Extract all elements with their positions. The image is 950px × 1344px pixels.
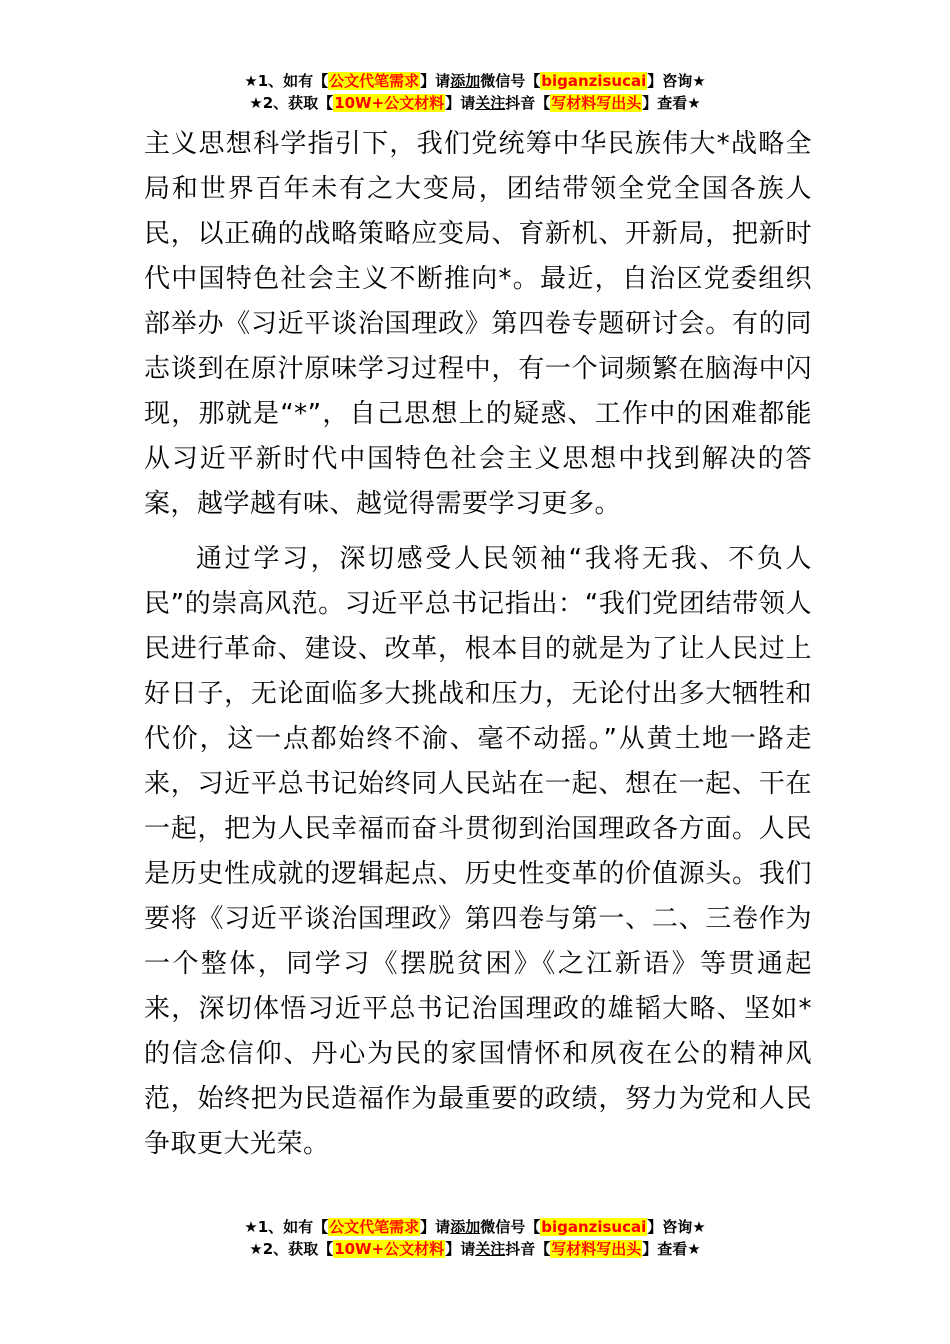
banner-line-1: ★1、如有【公文代笔需求】请添加微信号【biganzisucai】咨询★ [244, 72, 706, 90]
footer-banner [0, 1216, 950, 1260]
header-banner [0, 70, 950, 114]
document-body [144, 122, 812, 1167]
paragraph-2: 通过学习，深切感受人民领袖“我将无我、不负人民”的崇高风范。习近平总书记指出：“我们党团结带领人民进行革命、建设、改革，根本目的就是为了让人民过上好日子，无论面临多大挑战和压力，无论付出多大牺牲和代价，这一点都始终不渝、毫不动摇。”从黄土地一路走来，习近平总书记始终同人民站在一起、想在一起、干在一起，把为人民幸福而奋斗贯彻到治国理政各方面。人民是历史性成就的逻辑起点、历史性变革的价值源头。我们要将《习近平谈治国理政》第四卷与第一、二、三卷作为一个整体，同学习《摆脱贫困》《之江新语》等贯通起来，深切体悟习近平总书记治国理政的雄韬大略、坚如*的信念信仰、丹心为民的家国情怀和夙夜在公的精神风范，始终把为民造福作为最重要的政绩，努力为党和人民争取更大光荣。 [144, 544, 812, 1159]
banner-highlight: biganzisucai [541, 72, 647, 90]
banner-highlight: 公文代笔需求 [329, 72, 420, 90]
banner-highlight: 10W+公文材料 [334, 94, 445, 112]
banner-highlight: 公文代笔需求 [329, 1218, 420, 1236]
banner-line-2: ★2、获取【10W+公文材料】请关注抖音【写材料写出头】查看★ [249, 94, 701, 112]
banner-line-2: ★2、获取【10W+公文材料】请关注抖音【写材料写出头】查看★ [249, 1240, 701, 1258]
banner-highlight: 10W+公文材料 [334, 1240, 445, 1258]
banner-highlight: biganzisucai [541, 1218, 647, 1236]
banner-highlight: 写材料写出头 [551, 1240, 642, 1258]
paragraph-1: 主义思想科学指引下，我们党统筹中华民族伟大*战略全局和世界百年未有之大变局，团结带领全党全国各族人民，以正确的战略策略应变局、育新机、开新局，把新时代中国特色社会主义不断推向*。最近，自治区党委组织部举办《习近平谈治国理政》第四卷专题研讨会。有的同志谈到在原汁原味学习过程中，有一个词频繁在脑海中闪现，那就是“*”，自己思想上的疑惑、工作中的困难都能从习近平新时代中国特色社会主义思想中找到解决的答案，越学越有味、越觉得需要学习更多。 [144, 129, 812, 519]
banner-line-1: ★1、如有【公文代笔需求】请添加微信号【biganzisucai】咨询★ [244, 1218, 706, 1236]
banner-highlight: 写材料写出头 [551, 94, 642, 112]
